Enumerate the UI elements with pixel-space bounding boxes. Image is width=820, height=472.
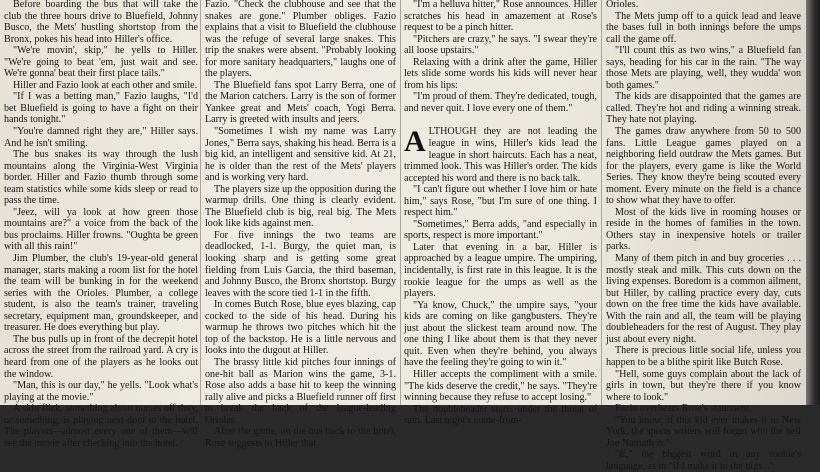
dropcap-paragraph	[404, 126, 597, 184]
paragraph: The players size up the opposition during the warmup drills. One thing is clearly evident. The Bluefield club is big, real big. The Mets look like kids against men.	[205, 183, 396, 230]
paragraph: "I'm proud of them. They're dedicated, tough, and never quit. I love every one of them."	[404, 91, 597, 114]
paragraph: Hiller and Fazio look at each other and smile.	[13, 79, 198, 91]
column-divider	[601, 0, 602, 405]
paragraph: "I can't figure out whether I love him or hate him," says Rose, "but I'm sure of one thing. I respect him."	[404, 184, 597, 219]
paragraph: "Sometimes," Berra adds, "and especially in sports, respect is more important."	[404, 218, 597, 242]
dropcap-text: LTHOUGH they are not leading the league in wins, Hiller's kids lead the league in short haircuts. Each has a neat, trimmed look. This was Hiller's order. The kids accepted his word and there is no back talk.	[404, 126, 597, 184]
paragraph: The bus pulls up in front of the decrepit hotel across the street from the railroad yard. A cry is heard from one of the players as he looks out the window.	[4, 333, 198, 380]
paragraph: Hiller accepts the compliment with a smile. "The kids deserve the credit," he says. "They're winning because they refuse to accept losing."	[404, 368, 597, 404]
paragraph: Orioles.	[606, 0, 639, 10]
paragraph: "Ya know, Chuck," the umpire says, "your kids are coming on like gangbusters. They're just about the slickest team around now. The one thing I like about them is that they never quit. Even when they're behind, you always have the feeling they're going to win it."	[404, 299, 597, 369]
column-2	[205, 0, 396, 449]
paragraph: Fazio. "Check the clubhouse and see that the snakes are gone." Plumber obliges. Fazio explains that a visit to Bluefield the clubhouse was the refuge of several large snakes. This trip the snakes were absent. "Probably looking for more sanitary headquarters," laughs one of the players.	[205, 0, 396, 80]
paragraph: The kids are disappointed that the games are called. They're hot and riding a winning streak. They hate not playing.	[606, 91, 801, 126]
paragraph: The doubleheader starts under the threat of rain. Last night's come-from-	[404, 403, 597, 427]
paragraph: Many of them pitch in and buy groceries . . . mostly steak and milk. This cuts down on the living expenses. Boredom is a common ailment, but Hiller, by calling practice every day, cuts down on the free time the kids have available. With the rain and all, the team will be playing doubleheaders for the rest of August. They play just about every night.	[606, 253, 801, 345]
paragraph: The bus snakes its way through the lush mountains along the Virginia-West Virginia border. Hiller and Fazio thumb through some team statistics while some kids sleep or read to pass the time.	[4, 149, 198, 207]
paragraph: After the game, on the bus back to the hotel, Rose suggests to Hiller that	[205, 426, 396, 449]
paragraph: Before boarding the bus that will take the club the three hours drive to Bluefield, Johnny Busco, the Mets' hustling shortstop from the Bronx, pokes his head into Hiller's office.	[4, 0, 198, 45]
column-divider	[200, 0, 201, 405]
paragraph: Fazio overhears Rose's statement.	[615, 403, 752, 415]
column-3	[404, 0, 597, 427]
paragraph: Later that evening in a bar, Hiller is approached by a league umpire. The umpiring, incidentally, is first rate in this league. It is the rookie league for the umps as well as the players.	[404, 241, 597, 300]
paragraph: There is precious little social life, unless you happen to be a blithe spirit like Butch Rose.	[606, 345, 801, 368]
paragraph: "We're movin', skip," he yells to Hiller. "We're going to beat 'em, just wait and see. We're gonna' beat their first place tails."	[4, 45, 198, 80]
paragraph: Relaxing with a drink after the game, Hiller lets slide some words his kids will never hear from his lips:	[404, 56, 597, 91]
section-break	[404, 114, 597, 126]
paragraph: The Bluefield fans spot Larry Berra, one of the Marion catchers. Larry is the son of former Yankee great and Mets' coach, Yogi Berra. Larry is greeted with insults and jeers.	[205, 79, 396, 126]
paragraph: The brassy little kid pitches four innings of one-hit ball as Marion wins the game, 3-1. Rose also adds a base hit to keep the winning rally alive and picks a Bluefield runner off first to break the back of the league-leading Orioles.	[205, 356, 396, 426]
paragraph: "I'll count this as two wins," a Bluefield fan says, heading for his car in the rain. "The way those Mets are playing, well, they wudda' won both games."	[606, 45, 801, 91]
paragraph: The games draw anywhere from 50 to 500 fans. Little League games played on a neighboring field outdraw the Mets games. But for the players, every game is like the World Series. They know they're being scouted every moment. Every minute on the field is a chance to show what they have to offer.	[606, 126, 801, 207]
drop-cap: A	[404, 125, 426, 159]
paragraph: A skin flick, something about nurses off duty, or something, is playing next door to the hotel. The players—almost every one of them—will see the movie after checking into the hotel.	[4, 403, 198, 449]
paragraph: "Hell, some guys complain about the lack of girls in town, but they're there if you know where to look."	[606, 368, 801, 403]
paragraph: For five innings the two teams are deadlocked, 1-1. Burgy, the quiet man, is looking sharp and is getting some great fielding from Luis Garcia, the third baseman, and Johnny Busco, the Bronx shortstop. Burgy leaves with the score tied 1-1 in the fifth.	[205, 229, 396, 299]
paragraph: "I'm a helluva hitter," Rose announces. Hiller scratches his head in amazement at Rose's request to be a pinch hitter.	[404, 0, 597, 34]
column-1	[4, 0, 198, 449]
page-edge-shadow	[806, 0, 820, 405]
paragraph: "Man, this is our day," he yells. "Look what's playing at the movie."	[4, 380, 198, 403]
paragraph: Most of the kids live in rooming houses or reside in the homes of families in the town. Others stay in inexpensive hotels or trailer parks.	[606, 206, 801, 253]
paragraph: Jim Plumber, the club's 19-year-old general manager, starts making a room list for the hotel the team will be bunking in for the weekend series with the Orioles. Plumber, a college student, is also the team's trainer, traveling secretary, equipment man, groundskeeper, and treasurer. He does everything but play.	[4, 253, 198, 334]
paragraph: "You're damned right they are," Hiller says. And he isn't smiling.	[4, 126, 198, 149]
paragraph: "Jeez, will ya look at how green those mountains are?" a voice from the back of the bus proclaims. Hiller frowns. "Oughta be green with all this rain!"	[4, 206, 198, 253]
paragraph: "If," the biggest word in any rookie's language, as in "if I make it to the bigs..."	[606, 449, 801, 472]
paragraph: "Sometimes I wish my name was Larry Jones," Berra says, shaking his head. Berra is a big kid, an intelligent and sensitive kid. At 21, he is older than the rest of the Mets' players and is working very hard.	[205, 126, 396, 184]
column-4	[606, 0, 801, 472]
paragraph: The Mets jump off to a quick lead and leave the bases full in both innings before the umps call the game off.	[606, 10, 801, 45]
column-divider	[400, 0, 401, 405]
paragraph: "Pitchers are crazy," he says. "I swear they're all loose upstairs."	[404, 33, 597, 57]
paragraph: In comes Butch Rose, blue eyes blazing, cap cocked to the side of his head. During his warmup he throws two pitches which hit the top of the backstop. He is a little nervous and looks into the dugout at Hiller.	[205, 299, 396, 357]
paragraph: "You know, if this kid ever makes it to New York, the sports writers will forget who the hell Joe Namath is."	[606, 414, 801, 449]
paragraph: "If I was a betting man," Fazio laughs, "I'd bet Bluefield is going to have a fight on their hands tonight."	[4, 91, 198, 126]
